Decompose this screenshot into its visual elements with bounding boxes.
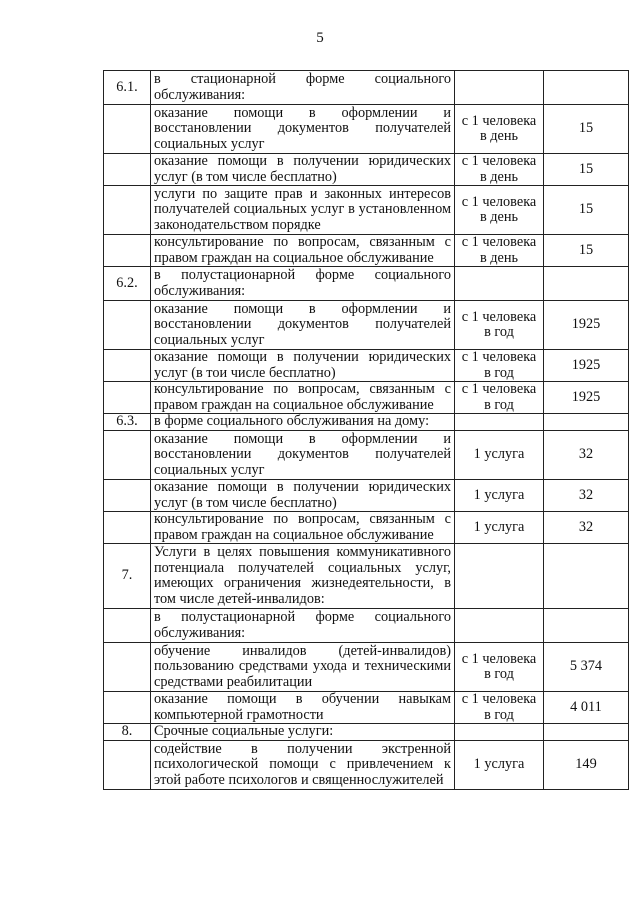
service-value	[544, 267, 629, 301]
service-description: оказание помощи в оформлении и восстановлении документов получателей социальных услуг	[151, 105, 455, 154]
row-number	[104, 105, 151, 154]
table-row	[104, 741, 629, 790]
service-value: 32	[544, 480, 629, 512]
service-value	[544, 724, 629, 741]
service-value: 32	[544, 512, 629, 544]
table-row	[104, 643, 629, 692]
row-number	[104, 382, 151, 414]
row-number: 8.	[104, 724, 151, 741]
service-description: консультирование по вопросам, связанным с правом граждан на социальное обслуживание	[151, 512, 455, 544]
service-description: оказание помощи в обучении навыкам компьютерной грамотности	[151, 692, 455, 724]
row-number	[104, 643, 151, 692]
service-description: оказание помощи в получении юридических услуг (в том числе бесплатно)	[151, 480, 455, 512]
service-value: 15	[544, 186, 629, 235]
table-row	[104, 301, 629, 350]
unit-of-measure: 1 услуга	[455, 480, 544, 512]
service-description: консультирование по вопросам, связанным с правом граждан на социальное обслуживание	[151, 235, 455, 267]
row-number: 6.2.	[104, 267, 151, 301]
table-row	[104, 609, 629, 643]
unit-of-measure: с 1 человека в день	[455, 154, 544, 186]
table-row	[104, 382, 629, 414]
row-number	[104, 431, 151, 480]
unit-of-measure: с 1 человека в день	[455, 186, 544, 235]
service-description: обучение инвалидов (детей-инвалидов) пользованию средствами ухода и техническими средствами реабилитации	[151, 643, 455, 692]
service-description: Услуги в целях повышения коммуникативного потенциала получателей социальных услуг, имеющих ограничения жизнедеятельности, в том числе детей-инвалидов:	[151, 544, 455, 609]
service-description: в форме социального обслуживания на дому:	[151, 414, 455, 431]
row-number	[104, 609, 151, 643]
table-row	[104, 235, 629, 267]
table-row	[104, 414, 629, 431]
table-row	[104, 512, 629, 544]
unit-of-measure: с 1 человека в год	[455, 692, 544, 724]
service-value: 1925	[544, 301, 629, 350]
page-number: 5	[316, 30, 324, 46]
unit-of-measure	[455, 267, 544, 301]
service-description: консультирование по вопросам, связанным с правом граждан на социальное обслуживание	[151, 382, 455, 414]
service-value: 15	[544, 235, 629, 267]
unit-of-measure: с 1 человека в день	[455, 105, 544, 154]
table-row	[104, 105, 629, 154]
service-value: 15	[544, 105, 629, 154]
row-number: 6.1.	[104, 71, 151, 105]
row-number: 6.3.	[104, 414, 151, 431]
row-number	[104, 301, 151, 350]
unit-of-measure	[455, 544, 544, 609]
row-number: 7.	[104, 544, 151, 609]
unit-of-measure: с 1 человека в год	[455, 301, 544, 350]
service-value: 32	[544, 431, 629, 480]
service-description: в полустационарной форме социального обслуживания:	[151, 267, 455, 301]
row-number	[104, 741, 151, 790]
service-value: 1925	[544, 382, 629, 414]
service-description: Срочные социальные услуги:	[151, 724, 455, 741]
table-row	[104, 71, 629, 105]
unit-of-measure	[455, 609, 544, 643]
service-value: 1925	[544, 350, 629, 382]
service-description: оказание помощи в оформлении и восстановлении документов получателей социальных услуг	[151, 431, 455, 480]
unit-of-measure: 1 услуга	[455, 741, 544, 790]
row-number	[104, 186, 151, 235]
table-row	[104, 350, 629, 382]
table-row	[104, 692, 629, 724]
row-number	[104, 692, 151, 724]
unit-of-measure: с 1 человека в год	[455, 643, 544, 692]
service-description: оказание помощи в получении юридических услуг (в том числе бесплатно)	[151, 154, 455, 186]
service-value	[544, 414, 629, 431]
service-value	[544, 609, 629, 643]
service-description: в полустационарной форме социального обслуживания:	[151, 609, 455, 643]
row-number	[104, 154, 151, 186]
unit-of-measure	[455, 724, 544, 741]
row-number	[104, 512, 151, 544]
services-table	[103, 70, 629, 790]
table-row	[104, 480, 629, 512]
service-value: 149	[544, 741, 629, 790]
table-row	[104, 724, 629, 741]
unit-of-measure	[455, 71, 544, 105]
unit-of-measure: 1 услуга	[455, 512, 544, 544]
row-number	[104, 235, 151, 267]
unit-of-measure: с 1 человека в день	[455, 235, 544, 267]
table-row	[104, 544, 629, 609]
table-row	[104, 267, 629, 301]
table-row	[104, 431, 629, 480]
service-value: 4 011	[544, 692, 629, 724]
row-number	[104, 350, 151, 382]
table-row	[104, 186, 629, 235]
service-value: 15	[544, 154, 629, 186]
service-value	[544, 71, 629, 105]
service-value: 5 374	[544, 643, 629, 692]
row-number	[104, 480, 151, 512]
service-value	[544, 544, 629, 609]
service-description: услуги по защите прав и законных интересов получателей социальных услуг в установленном законодательством порядке	[151, 186, 455, 235]
unit-of-measure: с 1 человека в год	[455, 382, 544, 414]
table-row	[104, 154, 629, 186]
service-description: в стационарной форме социального обслуживания:	[151, 71, 455, 105]
service-description: оказание помощи в получении юридических услуг (в тои числе бесплатно)	[151, 350, 455, 382]
service-description: содействие в получении экстренной психологической помощи с привлечением к этой работе психологов и священнослужителей	[151, 741, 455, 790]
unit-of-measure	[455, 414, 544, 431]
service-description: оказание помощи в оформлении и восстановлении документов получателей социальных услуг	[151, 301, 455, 350]
unit-of-measure: 1 услуга	[455, 431, 544, 480]
unit-of-measure: с 1 человека в год	[455, 350, 544, 382]
